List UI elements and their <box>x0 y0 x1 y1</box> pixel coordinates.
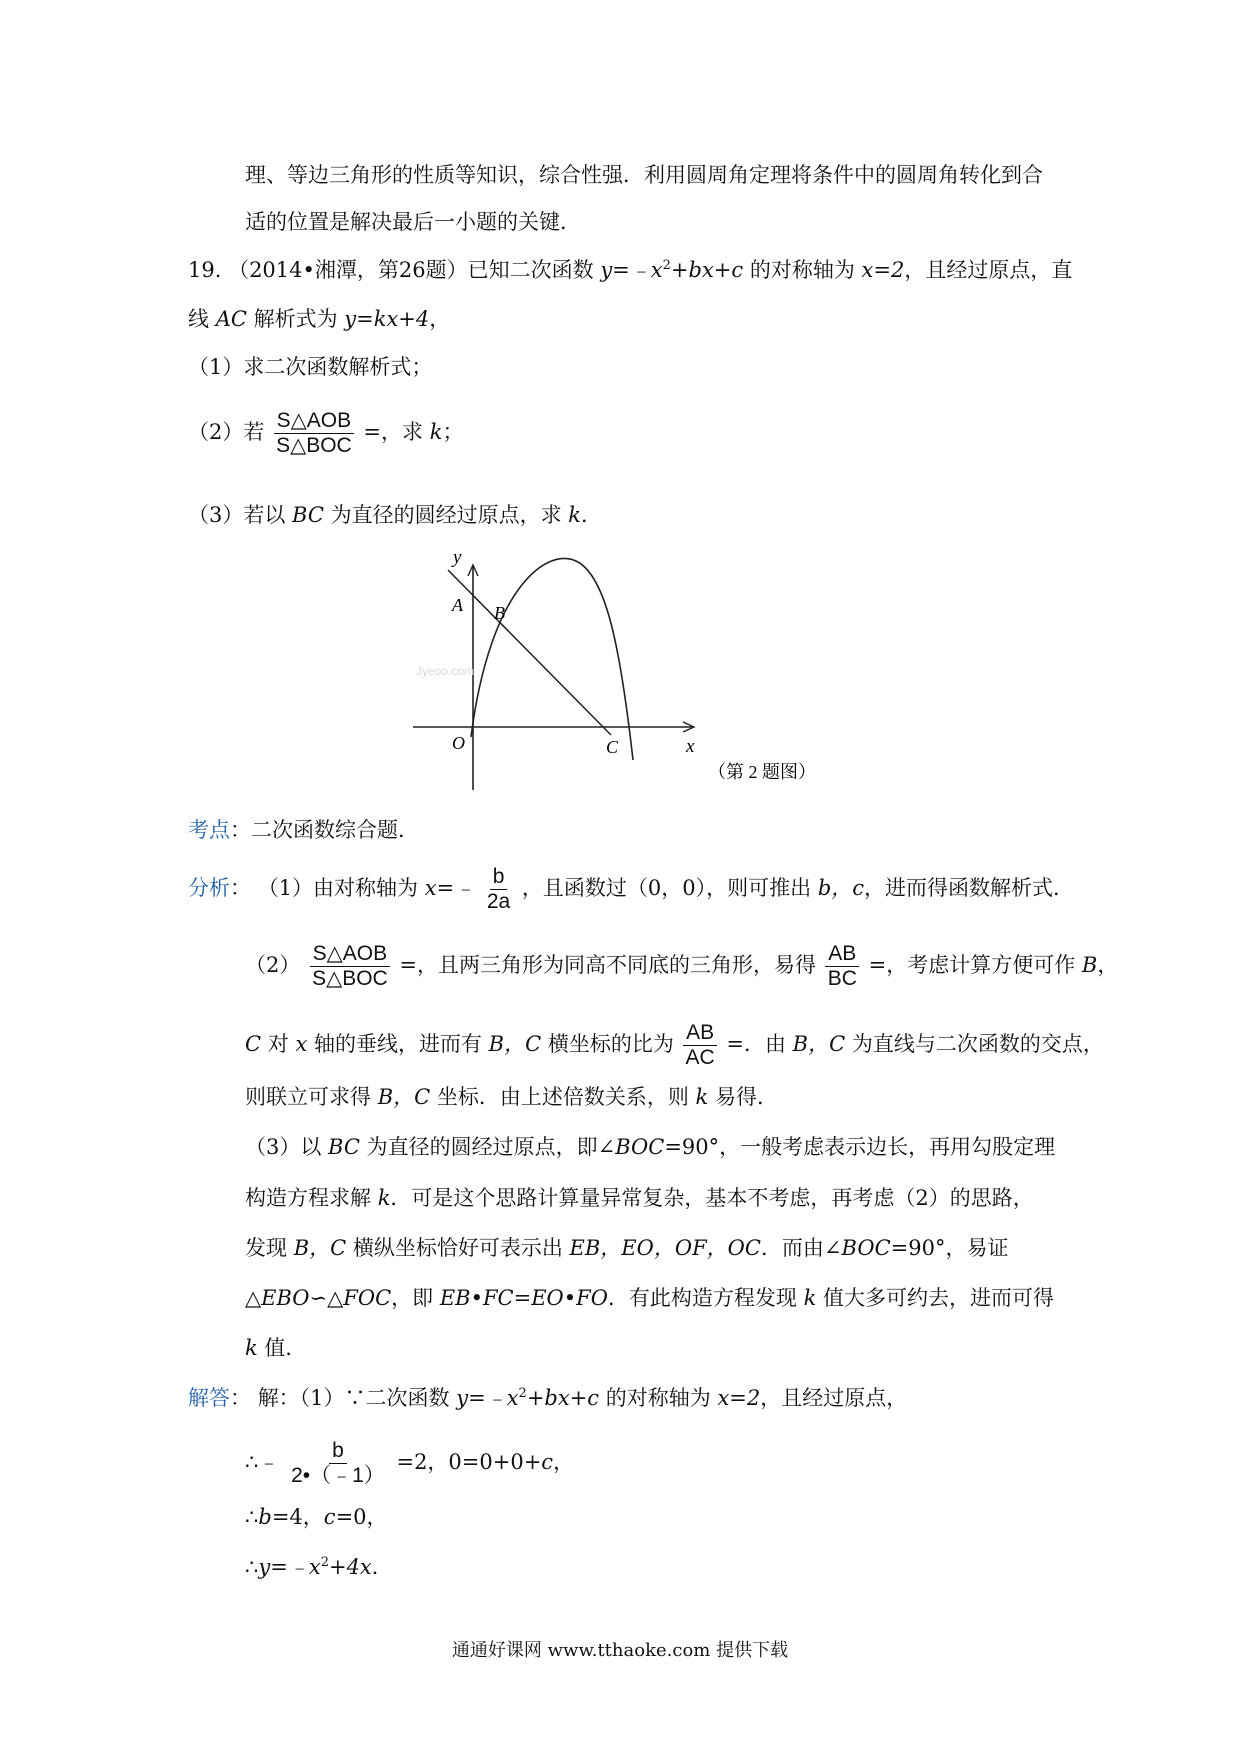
fraction-ab-ac: $\frac{AB}{AC}$ <box>683 1022 718 1069</box>
fenxi-line-5: （3）以 BC 为直径的圆经过原点，即∠BOC=90°，一般考虑表示边长，再用勾股定理 <box>245 1135 1056 1159</box>
fraction-ab-bc: $\frac{AB}{BC}$ <box>825 943 860 990</box>
fenxi-line-1: 分析： （1）由对称轴为 x=﹣ $\frac{b}{2a}$ ，且函数过（0，0），则可推出 b，c，进而得函数解析式． <box>188 865 1075 913</box>
solution-line-1: 解答： 解：（1）∵二次函数 $y=﹣x^2+bx+c$ 的对称轴为 x=2，且经过原点， <box>188 1386 908 1410</box>
point-a-label: A <box>452 595 463 615</box>
fenxi-line-8: △EBO∽△FOC，即 EB•FC=EO•FO．有此构造方程发现 k 值大多可约去，进而可得 <box>245 1286 1055 1310</box>
origin-label: O <box>452 733 465 753</box>
fenxi-line-3: C 对 x 轴的垂线，进而有 B，C 横坐标的比为 $\frac{AB}{AC}$ =．由 B，C 为直线与二次函数的交点， <box>245 1021 1104 1069</box>
fraction-area-ratio-2: $\frac{\text{S△AOB}}{\text{S△BOC}}$ <box>309 943 391 990</box>
solution-label: 解答 <box>188 1386 230 1410</box>
parabola-curve <box>471 558 633 760</box>
fraction-area-ratio: $\frac{\text{S△AOB}}{\text{S△BOC}}$ <box>273 410 355 457</box>
fenxi-line-7: 发现 B，C 横纵坐标恰好可表示出 EB，EO，OF，OC．而由∠BOC=90°，易证 <box>245 1236 1009 1260</box>
question-line-2: 线 AC 解析式为 y=kx+4， <box>188 307 451 331</box>
fenxi-label: 分析 <box>188 876 230 900</box>
fenxi-line-6: 构造方程求解 k．可是这个思路计算量异常复杂，基本不考虑，再考虑（2）的思路， <box>245 1186 1034 1210</box>
fraction-b-over-2-neg1: $\frac{b}{2•(﹣1)}$ <box>291 1439 385 1487</box>
question-header: 19. （2014•湘潭，第26题）已知二次函数 $y=﹣x^2+bx+c$ 的对称轴为 x=2，且经过原点，直 <box>188 258 1073 282</box>
point-b-label: B <box>494 603 505 623</box>
fenxi-line-2: （2） $\frac{\text{S△AOB}}{\text{S△BOC}}$ =，且两三角形为同高不同底的三角形，易得 $\frac{AB}{BC}$ =，考虑计算方便可作 B， <box>245 942 1119 990</box>
solution-line-3: ∴b=4，c=0， <box>245 1505 388 1529</box>
fenxi-line-9: k 值． <box>245 1336 307 1360</box>
kaodian-line: 考点：二次函数综合题． <box>188 818 419 842</box>
figure-caption: （第 2 题图） <box>708 762 816 782</box>
page-footer: 通通好课网 www.tthaoke.com 提供下载 <box>451 1640 789 1661</box>
solution-line-4: $\therefore y=﹣x^2+4x$． <box>245 1555 393 1579</box>
question-part-2: （2）若 $\frac{\text{S△AOB}}{\text{S△BOC}}$ =，求 k； <box>188 409 464 457</box>
kaodian-label: 考点 <box>188 818 230 842</box>
fraction-b-over-2a: $\frac{b}{2a}$ <box>486 865 511 913</box>
text-line-1: 理、等边三角形的性质等知识，综合性强．利用圆周角定理将条件中的圆周角转化到合 <box>245 163 1043 187</box>
solution-line-2: ∴﹣ $\frac{b}{2•(﹣1)}$ =2，0=0+0+c， <box>245 1439 575 1487</box>
y-axis-label: y <box>453 547 462 568</box>
x-axis-label: x <box>686 736 695 757</box>
question-part-3: （3）若以 BC 为直径的圆经过原点，求 k． <box>188 503 603 527</box>
parabola-line-figure <box>408 545 848 795</box>
point-c-label: C <box>606 737 619 757</box>
fenxi-line-4: 则联立可求得 B，C 坐标．由上述倍数关系，则 k 易得． <box>245 1085 778 1109</box>
question-part-1: （1）求二次函数解析式； <box>188 355 433 379</box>
text-line-2: 适的位置是解决最后一小题的关键． <box>245 210 581 234</box>
watermark: Jyeoo.com <box>416 664 475 678</box>
